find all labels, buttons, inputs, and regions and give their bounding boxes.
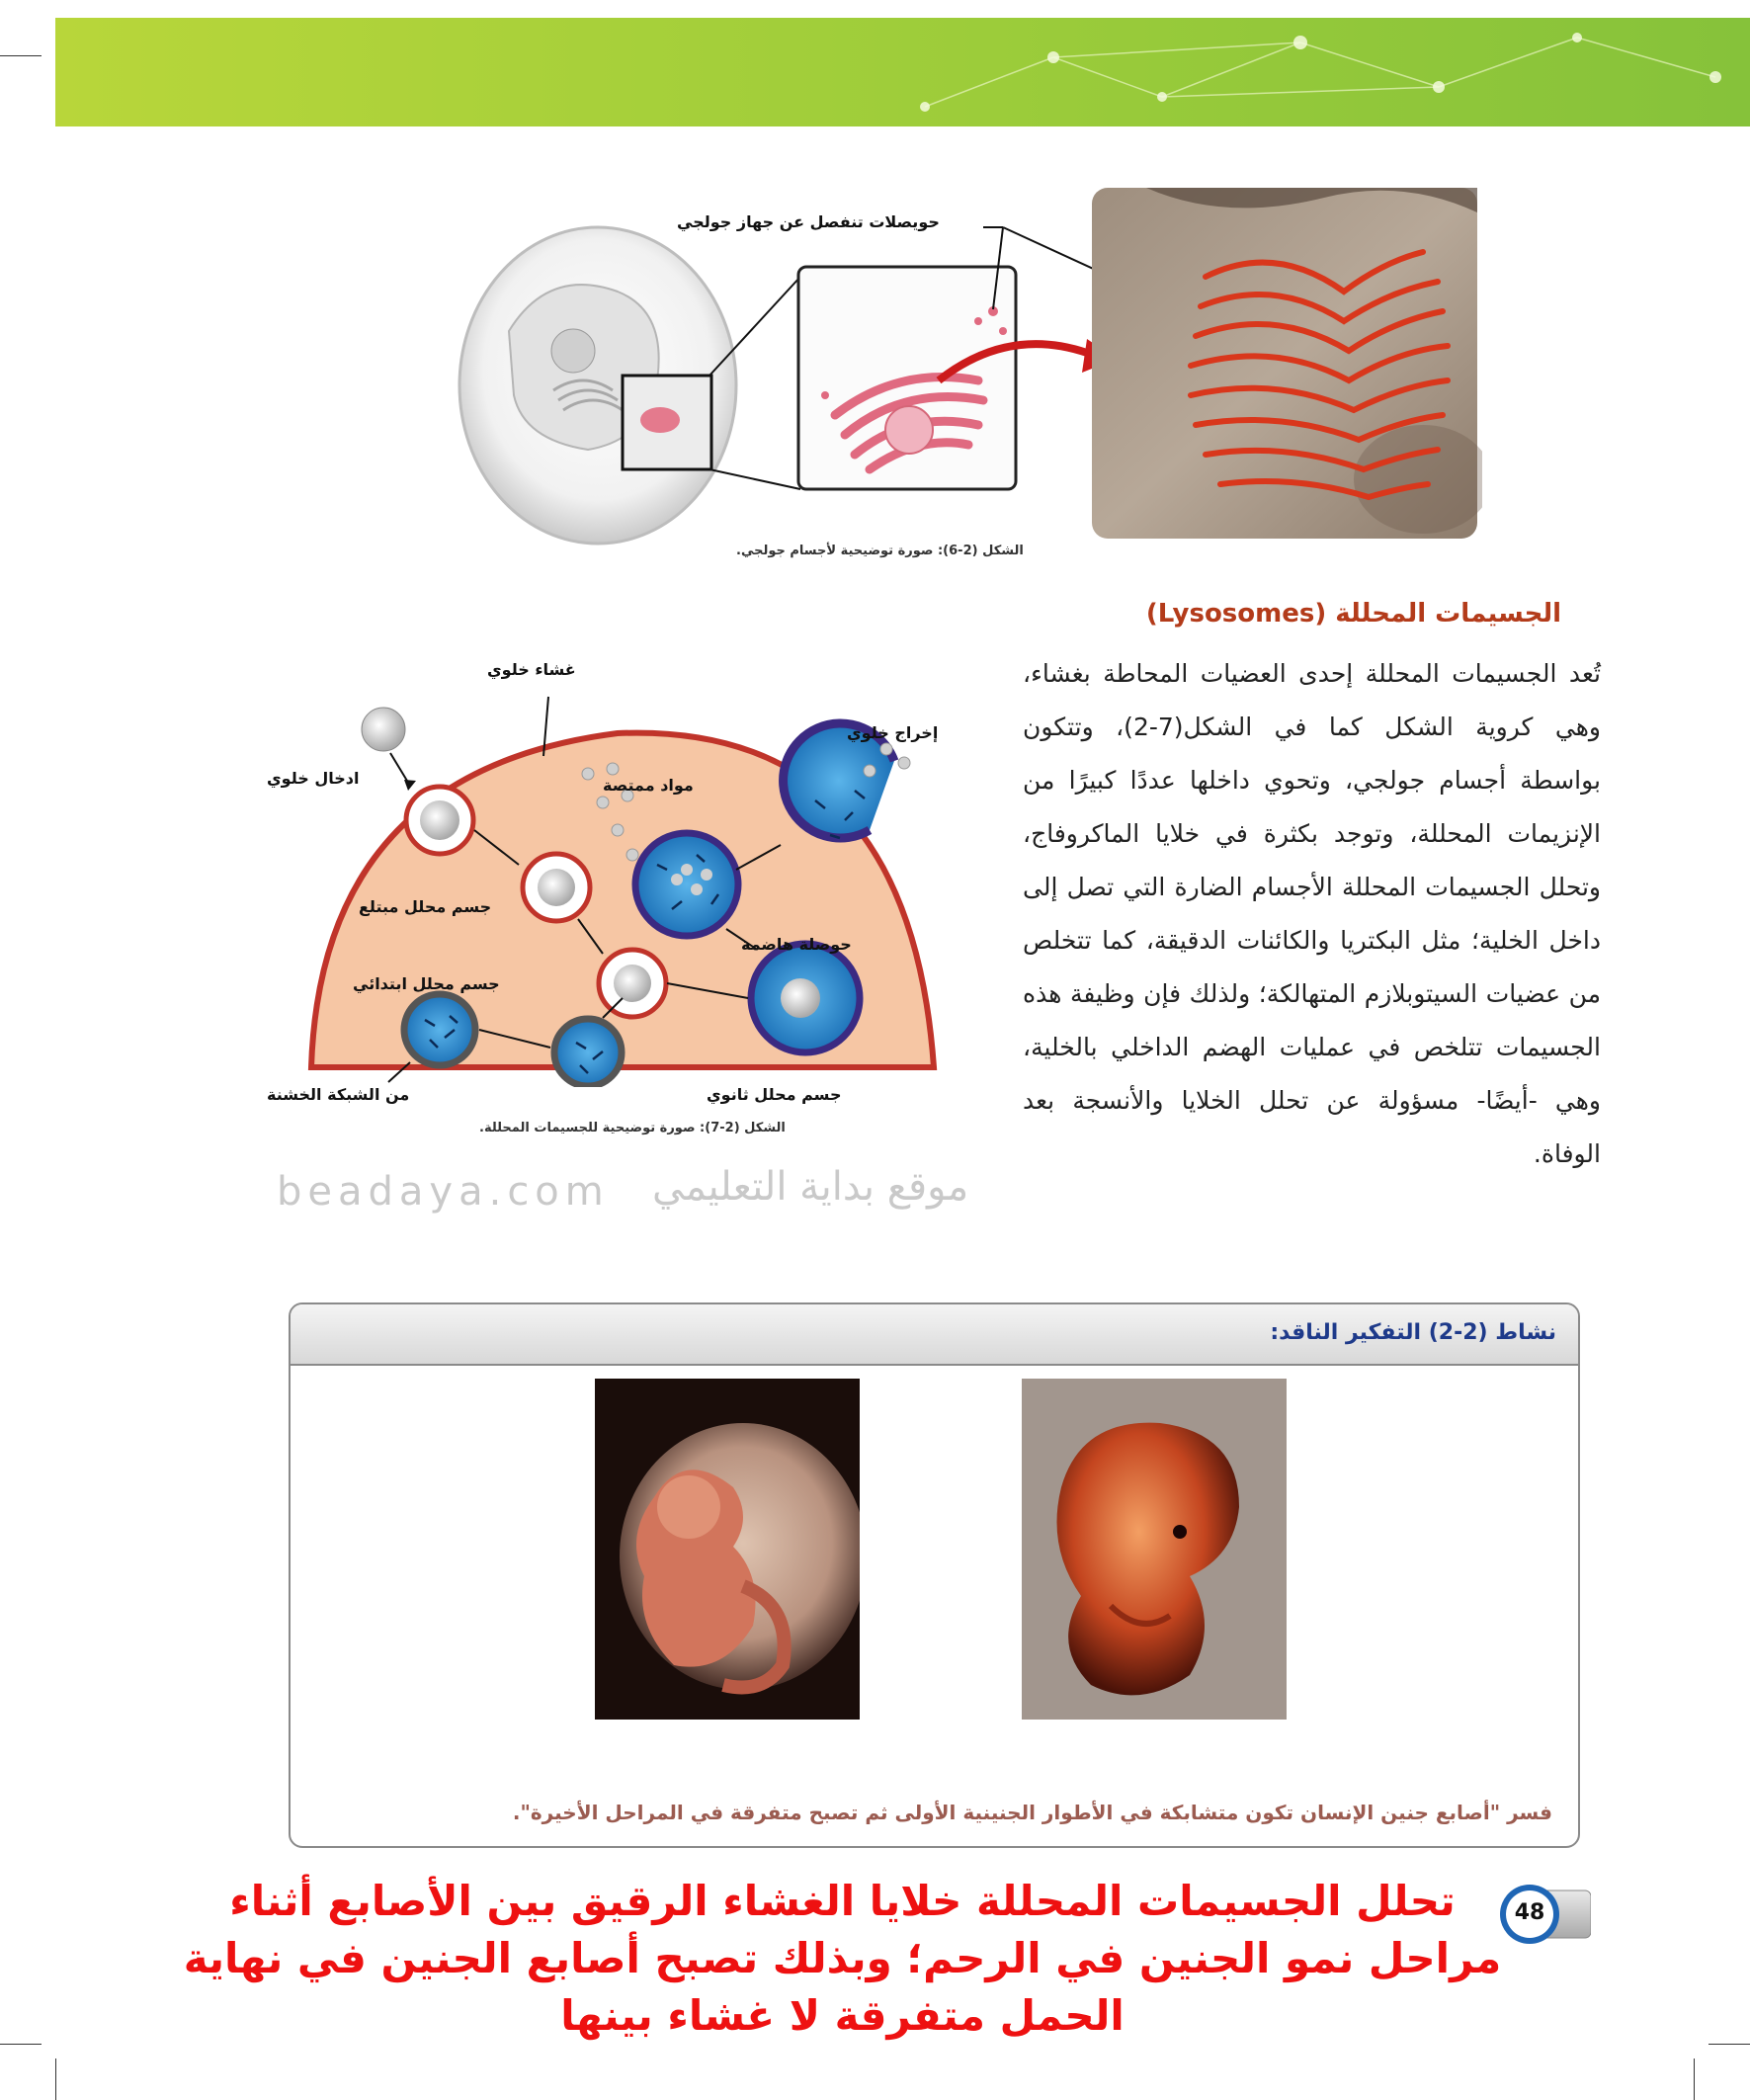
crop-mark [0,2044,42,2045]
crop-mark [0,55,42,56]
label-exocytosis: إخراج خلوي [847,723,939,742]
crop-mark [1694,2058,1695,2100]
label-secondary-lysosome: جسم محلل ثانوي [707,1085,842,1104]
lysosome-figure-caption: الشكل (2-7): صورة توضيحية للجسيمات المحللة. [479,1121,786,1135]
embryo-photo-early [1022,1379,1287,1720]
label-cell-membrane: غشاء خلوي [487,660,576,679]
page-number-badge [1498,1883,1591,1946]
label-phagosome: جسم محلل مبتلع [359,897,492,916]
label-primary-lysosome: جسم محلل ابتدائي [353,974,500,993]
activity-header [291,1304,1578,1366]
crop-mark [1708,2044,1750,2045]
page-number: 48 [1514,1900,1545,1925]
crop-mark [55,2058,56,2100]
label-rough-er: من الشبكة الخشنة [267,1085,410,1104]
section-heading: الجسيمات المحللة (Lysosomes) [1145,599,1561,629]
answer-text: تحلل الجسيمات المحللة خلايا الغشاء الرقيق بين الأصابع أثناء مراحل نمو الجنين في الرحم؛ وبذلك تصبح أصابع الجنين في نهاية الحمل متفرقة لا غشاء بينها [183,1877,1502,2040]
label-digestive-vacuole: حوصلة هاضمة [741,935,852,954]
golgi-vesicles-label: حويصلات تنفصل عن جهاز جولجي [677,212,940,231]
activity-title: نشاط (2-2) التفكير الناقد: [1270,1320,1556,1345]
network-pattern [55,18,1750,126]
golgi-figure-caption: الشكل (2-6): صورة توضيحية لأجسام جولجي. [736,544,1024,558]
activity-question: فسر "أصابع جنين الإنسان تكون متشابكة في الأطوار الجنينية الأولى ثم تصبح متفرقة في المراحل الأخيرة". [512,1801,1552,1824]
watermark-site-name: موقع بداية التعليمي [652,1164,969,1210]
section-body: تُعد الجسيمات المحللة إحدى العضيات المحاطة بغشاء، وهي كروية الشكل كما في الشكل(7-2)، وتتكون بواسطة أجسام جولجي، وتحوي داخلها عددًا كبيرًا من الإنزيمات المحللة، وتوجد بكثرة في خلايا الماكروفاج، وتحلل الجسيمات المحللة الأجسام الضارة التي تصل إلى داخل الخلية؛ مثل البكتريا والكائنات الدقيقة، كما تتخلص من عضيات السيتوبلازم المتهالكة؛ ولذلك فإن وظيفة هذه الجسيمات تتلخص في عمليات الهضم الداخلي بالخلية، وهي -أيضًا- مسؤولة عن تحلل الخلايا والأنسجة بعد الوفاة. [1023,659,1601,1168]
golgi-figure [455,183,1482,568]
lysosome-illustration [262,642,1013,1087]
watermark-url: beadaya.com [277,1169,610,1215]
embryo-photo-late [595,1379,860,1720]
golgi-illustration [455,183,1482,568]
label-absorbed-materials: مواد ممتصة [603,776,694,795]
activity-box [289,1302,1580,1848]
lysosome-figure [262,642,1013,1146]
label-endocytosis: ادخال خلوي [267,769,360,788]
top-banner [55,18,1750,126]
